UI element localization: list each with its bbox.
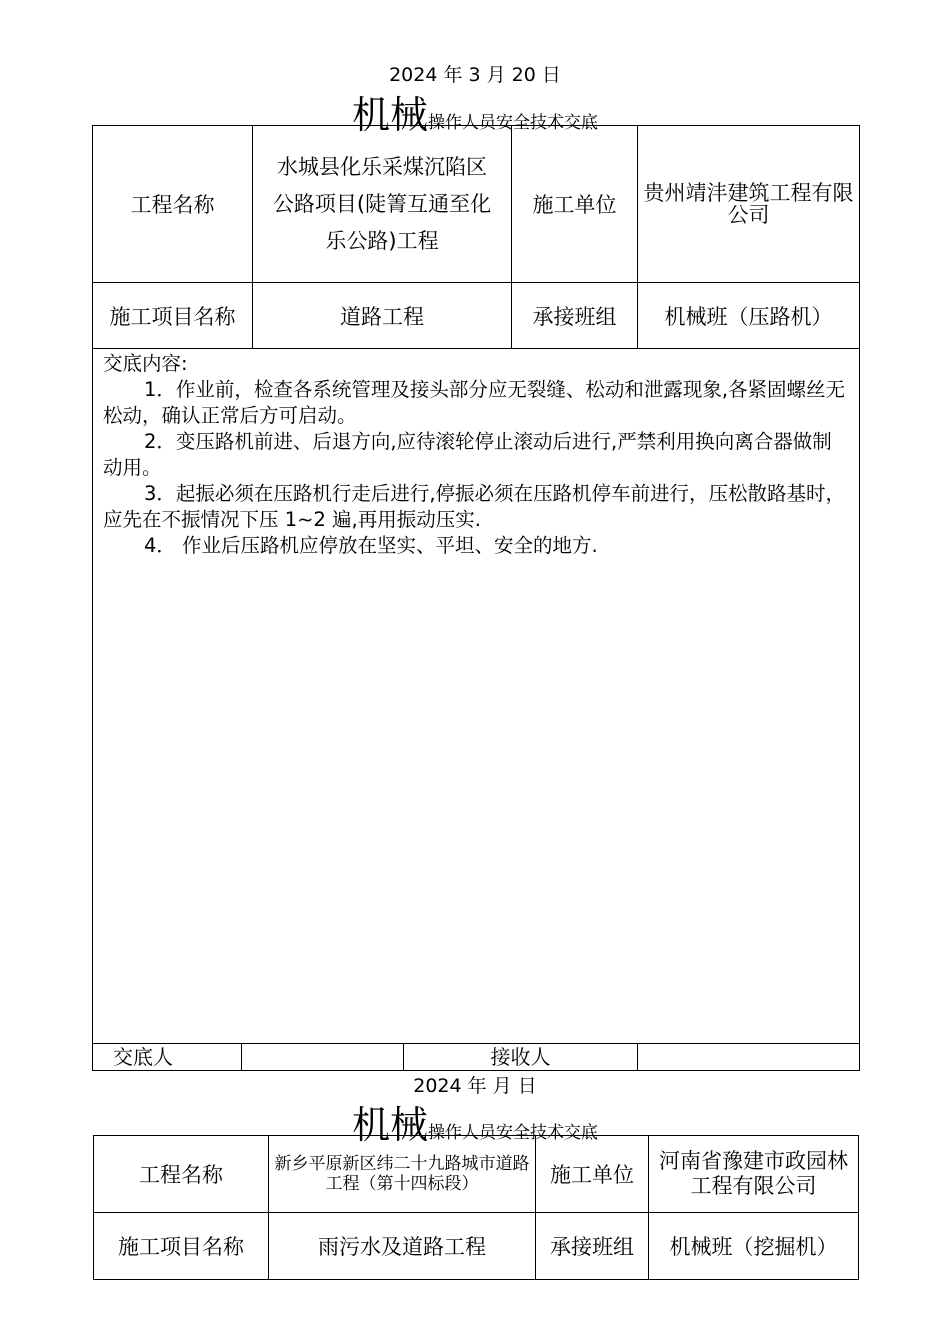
form2-item-value: 雨污水及道路工程	[269, 1213, 536, 1280]
form2-title-big: 机械	[351, 1103, 428, 1147]
form1-project-name-label: 工程名称	[93, 126, 253, 283]
form1-project-name-line: 公路项目(陡箐互通至化	[272, 191, 492, 216]
form1-item-label: 施工项目名称	[93, 283, 253, 349]
form2-contractor-value: 河南省豫建市政园林工程有限公司	[649, 1136, 859, 1213]
form1-project-name-line: 乐公路)工程	[325, 228, 439, 253]
form1-table	[92, 125, 860, 1044]
form2-project-name-label: 工程名称	[94, 1136, 269, 1213]
content-item: 4． 作业后压路机应停放在坚实、平坦、安全的地方.	[143, 534, 598, 557]
form2-team-label: 承接班组	[536, 1213, 649, 1280]
form1-date: 2024 年 3 月 20 日	[389, 64, 561, 86]
form2-team-value: 机械班（挖掘机）	[649, 1213, 859, 1280]
content-item: 2．变压路机前进、后退方向,应待滚轮停止滚动后进行,严禁利用换向离合器做制动用。	[103, 430, 832, 479]
form2-project-name-value: 新乡平原新区纬二十九路城市道路工程（第十四标段）	[269, 1136, 536, 1213]
content-item: 1．作业前，检查各系统管理及接头部分应无裂缝、松动和泄露现象,各紧固螺丝无松动，确认正常后方可启动。	[103, 378, 846, 427]
form1-item-value: 道路工程	[253, 283, 512, 349]
form2-item-label: 施工项目名称	[94, 1213, 269, 1280]
form1-discloser-label: 交底人	[93, 1044, 242, 1071]
form1-discloser-value[interactable]	[242, 1044, 404, 1071]
form2-date: 2024 年 月 日	[413, 1075, 537, 1097]
form1-team-label: 承接班组	[512, 283, 638, 349]
form2-title-small: 操作人员安全技术交底	[428, 1123, 598, 1143]
form2-contractor-label: 施工单位	[536, 1136, 649, 1213]
form1-content	[93, 349, 860, 1044]
form1-receiver-label: 接收人	[404, 1044, 638, 1071]
content-item: 3．起振必须在压路机行走后进行,停振必须在压路机停车前进行，压松散路基时，应先在不振情况下压 1~2 遍,再用振动压实.	[103, 482, 846, 531]
form1-contractor-label: 施工单位	[512, 126, 638, 283]
form1-team-value: 机械班（压路机）	[638, 283, 860, 349]
form1-project-name-line: 水城县化乐采煤沉陷区	[277, 154, 487, 179]
form1-signature-table	[92, 1043, 860, 1071]
content-title: 交底内容:	[103, 352, 188, 375]
form1-contractor-value: 贵州靖沣建筑工程有限公司	[638, 126, 860, 283]
form2-table	[93, 1135, 859, 1280]
form1-title-small: 操作人员安全技术交底	[428, 113, 598, 133]
form1-project-name-value	[253, 126, 512, 283]
form1-title-big: 机械	[351, 93, 428, 137]
form1-receiver-value[interactable]	[638, 1044, 860, 1071]
